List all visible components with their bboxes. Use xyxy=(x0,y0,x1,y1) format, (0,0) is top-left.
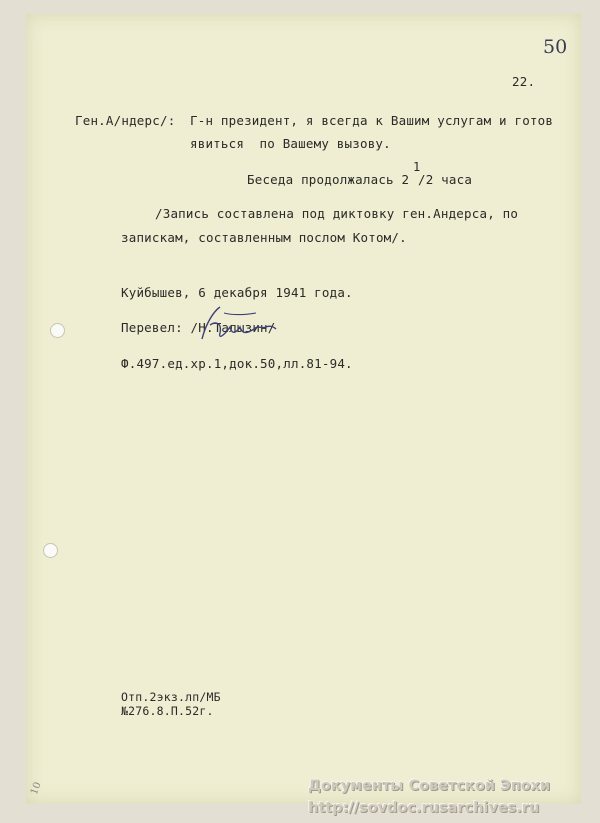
handwritten-signature xyxy=(196,303,286,353)
typed-page-number: 22. xyxy=(512,74,536,89)
translator-line: Перевел: /Н.Талызин/ xyxy=(121,320,276,335)
punch-hole-bottom xyxy=(43,543,58,558)
speaker-label: Ген.А/ндерс/: xyxy=(75,113,176,128)
place-date: Куйбышев, 6 декабря 1941 года. xyxy=(121,285,353,300)
footer-copies: Отп.2экз.лп/МБ xyxy=(121,690,221,704)
note-line-2: запискам, составленным послом Котом/. xyxy=(121,230,407,245)
footer-number: №276.8.П.52г. xyxy=(121,704,214,718)
duration-suffix: /2 часа xyxy=(418,172,473,187)
punch-hole-top xyxy=(50,323,65,338)
archive-reference: Ф.497.ед.хр.1,док.50,лл.81-94. xyxy=(121,356,353,371)
handwritten-page-number: 50 xyxy=(543,36,568,58)
watermark-title: Документы Советской Эпохи xyxy=(308,778,551,794)
note-line-1: /Запись составлена под диктовку ген.Андерса, по xyxy=(155,206,519,221)
speech-line-1: Г-н президент, я всегда к Вашим услугам и готов xyxy=(190,113,554,128)
document-page xyxy=(26,14,581,804)
watermark-url: http://sovdoc.rusarchives.ru xyxy=(308,800,540,816)
duration-text: Беседа продолжалась 2 xyxy=(247,172,410,187)
speech-line-2: явиться по Вашему вызову. xyxy=(190,136,391,151)
margin-mark: 10 xyxy=(29,780,44,797)
duration-fraction-numerator: 1 xyxy=(413,160,421,174)
